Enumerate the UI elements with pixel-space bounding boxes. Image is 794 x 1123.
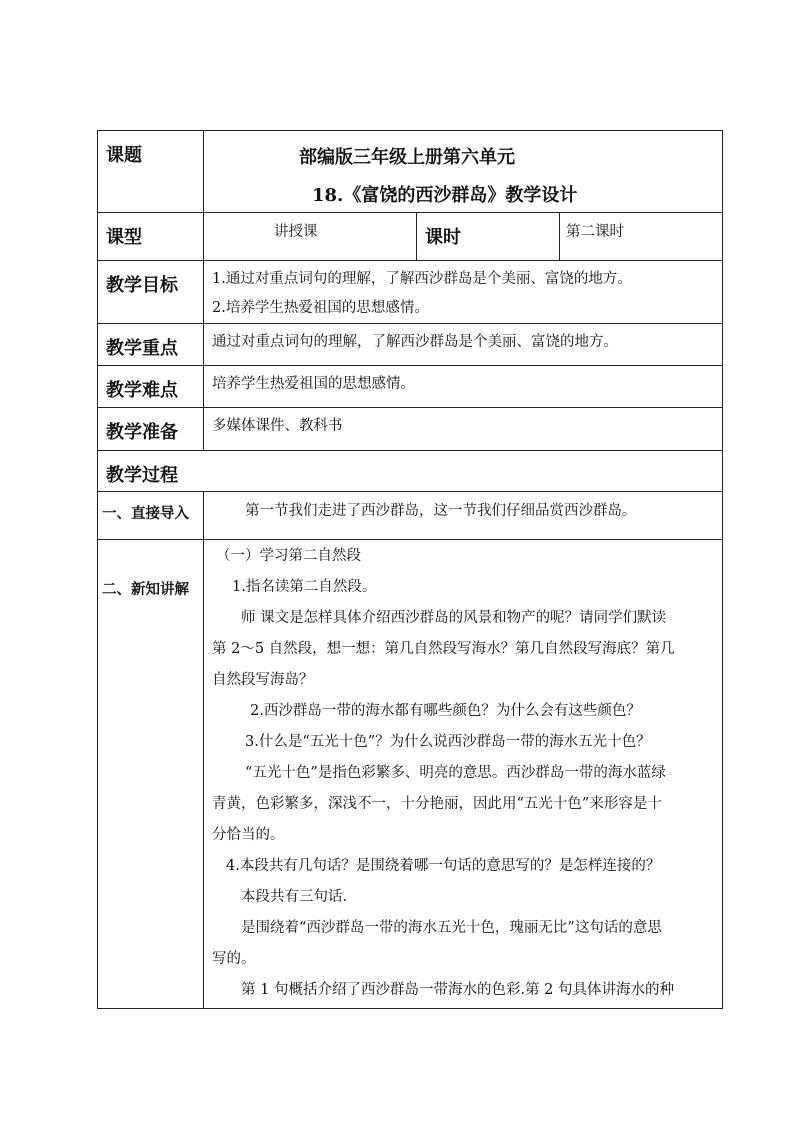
process-header-row bbox=[98, 451, 723, 492]
objectives-label: 教学目标 bbox=[98, 261, 204, 324]
type-label: 课型 bbox=[98, 213, 204, 261]
section2-label: 二、新知讲解 bbox=[98, 540, 204, 1009]
period-value: 第二课时 bbox=[560, 213, 723, 261]
process-label: 教学过程 bbox=[98, 451, 723, 492]
difficulty-value: 培养学生热爱祖国的思想感情。 bbox=[204, 366, 723, 408]
lesson-plan-table bbox=[97, 130, 723, 1009]
section2-line: 2.西沙群岛一带的海水都有哪些颜色？为什么会有这些颜色？ bbox=[250, 703, 641, 719]
section2-line: 1.指名读第二自然段。 bbox=[232, 579, 377, 595]
title-line-2: 18.《富饶的西沙群岛》教学设计 bbox=[312, 185, 578, 206]
objectives-cell bbox=[204, 261, 723, 324]
section1-label: 一、直接导入 bbox=[98, 492, 204, 540]
header-title-cell bbox=[204, 131, 723, 213]
section2-line: 自然段写海岛？ bbox=[212, 672, 314, 688]
header-label: 课题 bbox=[98, 131, 204, 213]
section2-content bbox=[204, 540, 723, 1009]
key-point-value: 通过对重点词句的理解，了解西沙群岛是个美丽、富饶的地方。 bbox=[204, 324, 723, 366]
section2-line: 第 2～5 自然段，想一想：第几自然段写海水？第几自然段写海底？第几 bbox=[212, 641, 675, 657]
difficulty-row bbox=[98, 366, 723, 408]
section2-line: 师 课文是怎样具体介绍西沙群岛的风景和物产的呢？请同学们默读 bbox=[241, 610, 667, 626]
key-point-label: 教学重点 bbox=[98, 324, 204, 366]
preparation-row bbox=[98, 408, 723, 451]
section2-line: 写的。 bbox=[212, 951, 256, 967]
section2-line: 青黄，色彩繁多，深浅不一，十分艳丽，因此用“五光十色”来形容是十 bbox=[212, 796, 662, 812]
section2-row bbox=[98, 540, 723, 1009]
section2-line: 分恰当的。 bbox=[212, 827, 285, 843]
type-value: 讲授课 bbox=[204, 213, 417, 261]
type-row bbox=[98, 213, 723, 261]
section2-line: （一）学习第二自然段 bbox=[216, 548, 361, 564]
section2-line: 3.什么是“五光十色”？为什么说西沙群岛一带的海水五光十色？ bbox=[245, 734, 651, 750]
section2-line: 4.本段共有几句话？是围绕着哪一句话的意思写的？是怎样连接的？ bbox=[226, 858, 661, 874]
difficulty-label: 教学难点 bbox=[98, 366, 204, 408]
section2-line: 本段共有三句话. bbox=[241, 889, 348, 905]
objective-item: 2.培养学生热爱祖国的思想感情。 bbox=[212, 300, 429, 316]
section1-text: 第一节我们走进了西沙群岛，这一节我们仔细品赏西沙群岛。 bbox=[204, 492, 723, 540]
preparation-label: 教学准备 bbox=[98, 408, 204, 451]
period-label: 课时 bbox=[417, 213, 560, 261]
objective-item: 1.通过对重点词句的理解，了解西沙群岛是个美丽、富饶的地方。 bbox=[212, 271, 632, 287]
section1-row bbox=[98, 492, 723, 540]
objectives-row bbox=[98, 261, 723, 324]
section2-line: 第 1 句概括介绍了西沙群岛一带海水的色彩.第 2 句具体讲海水的种 bbox=[241, 982, 674, 998]
section2-line: 是围绕着“西沙群岛一带的海水五光十色，瑰丽无比”这句话的意思 bbox=[241, 920, 662, 936]
section2-line: “五光十色”是指色彩繁多、明亮的意思。西沙群岛一带的海水蓝绿 bbox=[245, 765, 666, 781]
preparation-value: 多媒体课件、教科书 bbox=[204, 408, 723, 451]
key-point-row bbox=[98, 324, 723, 366]
title-row bbox=[98, 131, 723, 213]
title-line-1: 部编版三年级上册第六单元 bbox=[299, 147, 515, 168]
